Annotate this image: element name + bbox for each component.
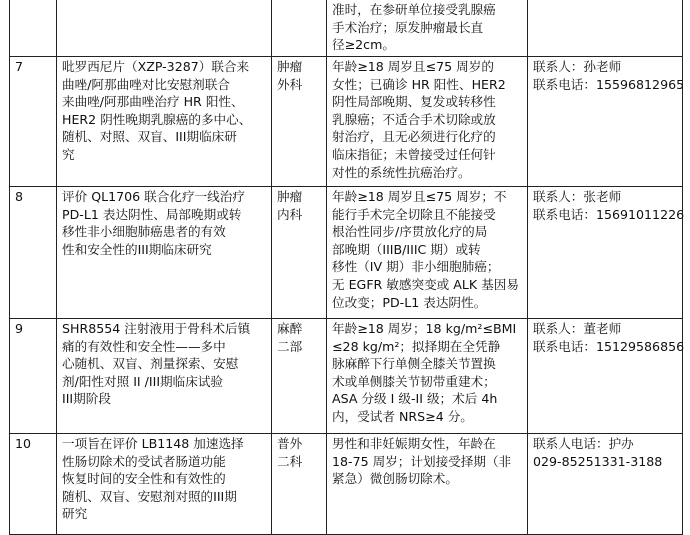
text-line: 随机、双盲、安慰剂对照的III期 [62, 488, 237, 504]
text-line: 射治疗，且无必须进行化疗的 [332, 129, 496, 145]
text-line: SHR8554 注射液用于骨科术后镇 [62, 321, 251, 336]
text-line: 移性非小细胞肺癌患者的有效 [62, 224, 226, 240]
text-line: ASA 分级 I 级-II 级；术后 4h [332, 391, 498, 407]
text-line: 性和安全性的III期临床研究 [62, 241, 212, 257]
row-number: 9 [15, 321, 24, 336]
text-line: 评价 QL1706 联合化疗一线治疗 [62, 189, 245, 204]
row-number: 10 [15, 436, 32, 451]
text-line: 麻醉 [277, 321, 303, 336]
text-line: 女性；已确诊 HR 阳性、HER2 [332, 76, 506, 92]
text-line: 内科 [277, 206, 303, 222]
trial-title-cell [57, 434, 272, 535]
trial-title-cell [57, 187, 272, 319]
clinical-trials-table [9, 0, 683, 535]
text-line: 性肠切除术的受试者肠道功能 [62, 453, 226, 469]
row-number: 8 [15, 189, 24, 204]
text-line: 移性（IV 期）非小细胞肺癌； [332, 259, 500, 275]
text-line: 联系电话：15129586856 [533, 338, 685, 354]
text-line: 研究 [62, 506, 88, 522]
text-line: 肿瘤 [277, 189, 303, 204]
text-line: 男性和非妊娠期女性，年龄在 [332, 436, 496, 451]
text-line: 029-85251331-3188 [533, 453, 663, 469]
eligibility-criteria-cell [327, 434, 528, 535]
table-row [10, 187, 683, 319]
text-line: 阴性局部晚期、复发或转移性 [332, 94, 496, 110]
contact-cell [528, 0, 683, 57]
text-line: 内，受试者 NRS≥4 分。 [332, 408, 473, 424]
contact-cell [528, 187, 683, 319]
department-cell [272, 0, 327, 57]
contact-cell [528, 57, 683, 187]
text-line: 临床指征；未曾接受过任何针 [332, 146, 496, 162]
text-line: 一项旨在评价 LB1148 加速选择 [62, 436, 244, 451]
text-line: 年龄≥18 周岁；18 kg/m²≤BMI [332, 321, 517, 336]
text-line: 联系人：董老师 [533, 321, 622, 336]
department-cell [272, 57, 327, 187]
text-line: 痛的有效性和安全性——多中 [62, 338, 226, 354]
text-line: 脉麻醉下行单侧全膝关节置换 [332, 356, 496, 372]
text-line: 联系人：孙老师 [533, 59, 622, 74]
text-line: 径≥2cm。 [332, 37, 395, 53]
trial-title-cell [57, 57, 272, 187]
department-cell [272, 319, 327, 434]
trial-number-cell [10, 0, 57, 57]
text-line: ≤28 kg/m²；拟择期在全凭静 [332, 338, 501, 354]
text-line: 随机、对照、双盲、III期临床研 [62, 129, 237, 145]
text-line: 剂/阳性对照 II /III期临床试验 [62, 373, 224, 389]
table-row [10, 434, 683, 535]
eligibility-criteria-cell [327, 0, 528, 57]
table-body [10, 0, 683, 535]
text-line: 联系电话：15596812965 [533, 76, 685, 92]
text-line: 对性的系统性抗癌治疗。 [332, 164, 471, 180]
text-line: 二科 [277, 453, 303, 469]
contact-cell [528, 319, 683, 434]
trial-number-cell [10, 187, 57, 319]
table-row [10, 0, 683, 57]
trial-number-cell [10, 319, 57, 434]
text-line: 恢复时间的安全性和有效性的 [62, 471, 226, 487]
text-line: 手术治疗；原发肿瘤最长直 [332, 19, 484, 35]
text-line: 心随机、双盲、剂量探索、安慰 [62, 356, 239, 372]
eligibility-criteria-cell [327, 187, 528, 319]
trial-title-cell [57, 0, 272, 57]
text-line: 普外 [277, 436, 303, 451]
text-line: 根治性同步/序贯放化疗的局 [332, 224, 488, 240]
text-line: 术或单侧膝关节韧带重建术； [332, 373, 496, 389]
trial-number-cell [10, 434, 57, 535]
text-line: HER2 阴性晚期乳腺癌的多中心、 [62, 111, 252, 127]
text-line: 二部 [277, 338, 303, 354]
text-line: 能行手术完全切除且不能接受 [332, 206, 496, 222]
trial-title-cell [57, 319, 272, 434]
text-line: 肿瘤 [277, 59, 303, 74]
text-line: III期阶段 [62, 391, 111, 407]
table-row [10, 57, 683, 187]
text-line: 位改变；PD-L1 表达阴性。 [332, 294, 487, 310]
text-line: PD-L1 表达阴性、局部晚期或转 [62, 206, 242, 222]
eligibility-criteria-cell [327, 57, 528, 187]
text-line: 年龄≥18 周岁且≤75 周岁的 [332, 59, 494, 74]
text-line: 联系人：张老师 [533, 189, 622, 204]
text-line: 外科 [277, 76, 303, 92]
contact-cell [528, 434, 683, 535]
text-line: 乳腺癌；不适合手术切除或放 [332, 111, 496, 127]
table-row [10, 319, 683, 434]
department-cell [272, 434, 327, 535]
department-cell [272, 187, 327, 319]
text-line: 联系电话：15691011226 [533, 206, 685, 222]
row-number: 7 [15, 59, 24, 74]
text-line: 曲唑/阿那曲唑对比安慰剂联合 [62, 76, 230, 92]
text-line: 联系人电话：护办 [533, 436, 634, 451]
trial-number-cell [10, 57, 57, 187]
text-line: 年龄≥18 周岁且≤75 周岁；不 [332, 189, 507, 204]
text-line: 究 [62, 146, 75, 162]
text-line: 紧急）微创肠切除术。 [332, 471, 458, 487]
text-line: 准时，在参研单位接受乳腺癌 [332, 2, 496, 17]
eligibility-criteria-cell [327, 319, 528, 434]
text-line: 18-75 周岁；计划接受择期（非 [332, 453, 512, 469]
text-line: 来曲唑/阿那曲唑治疗 HR 阳性、 [62, 94, 244, 110]
text-line: 无 EGFR 敏感突变或 ALK 基因易 [332, 276, 519, 292]
text-line: 部晚期（IIIB/IIIC 期）或转 [332, 241, 481, 257]
text-line: 吡罗西尼片（XZP-3287）联合来 [62, 59, 250, 74]
